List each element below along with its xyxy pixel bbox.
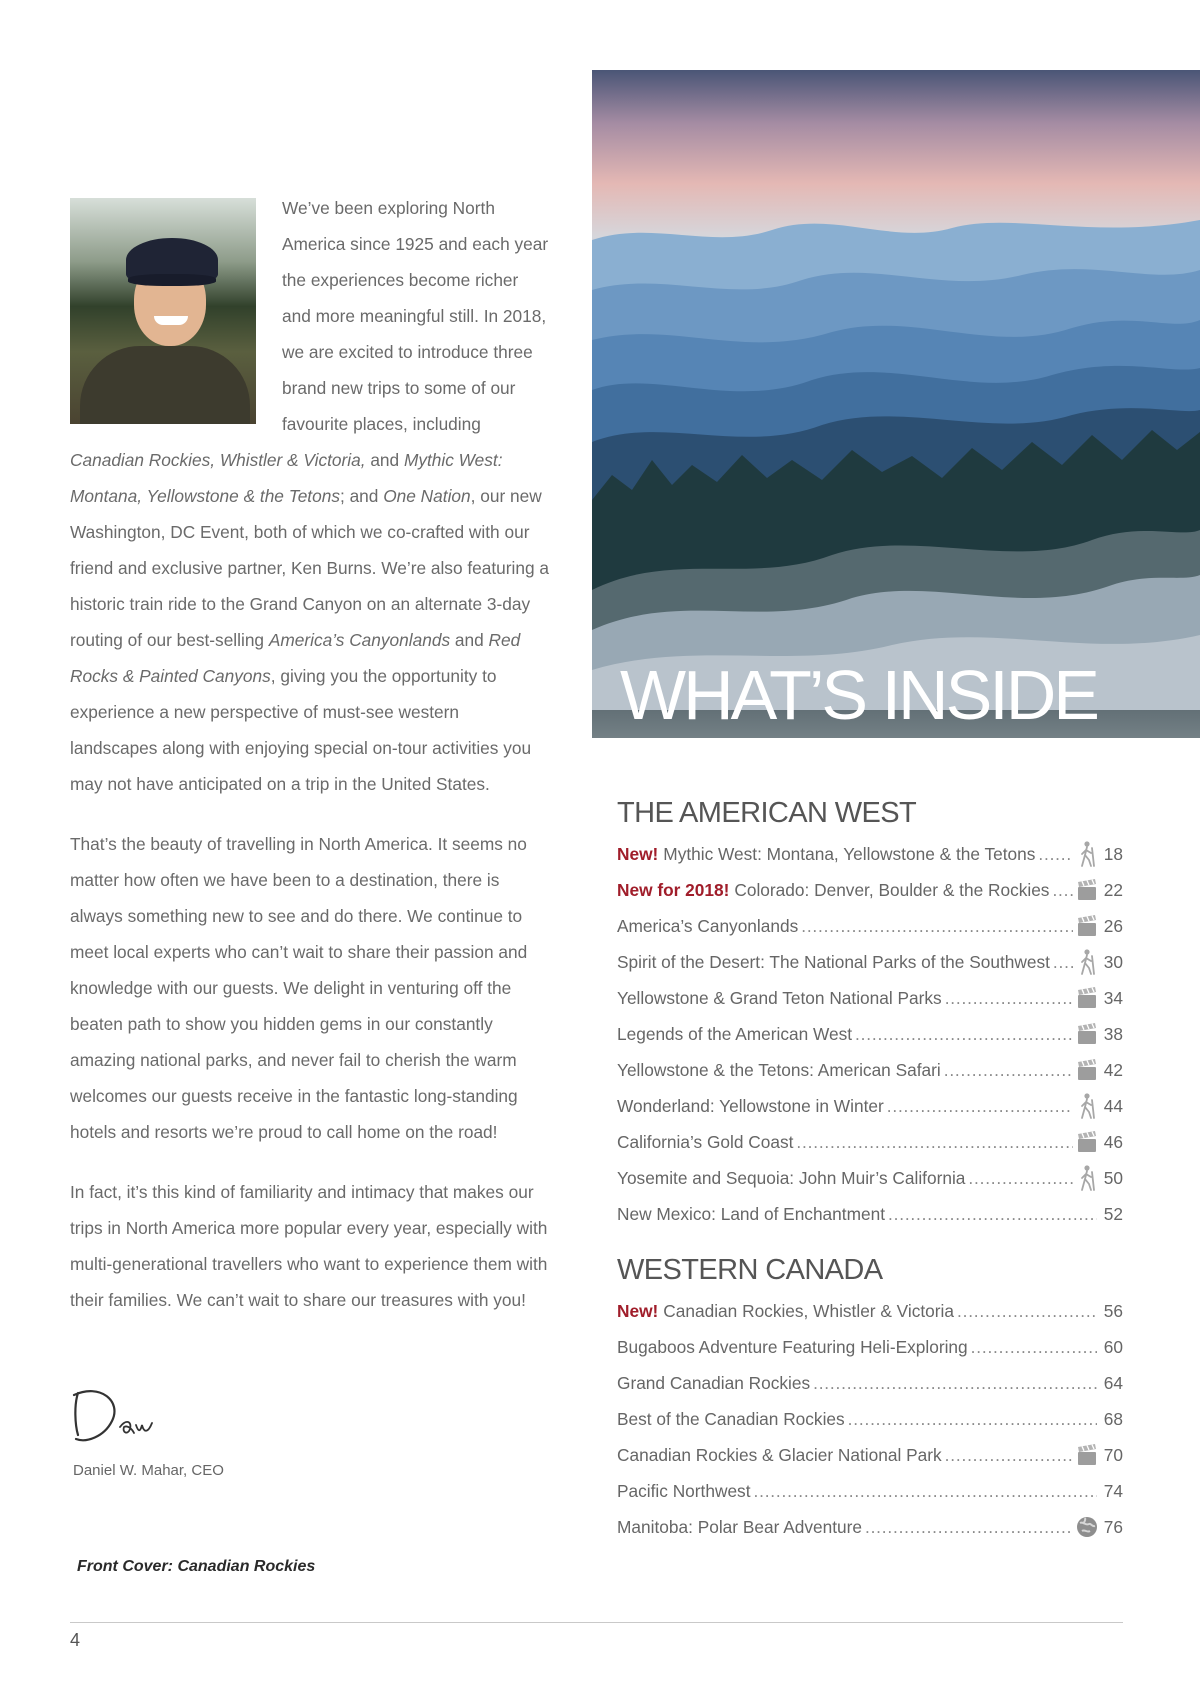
- toc-page-number: 64: [1103, 1372, 1123, 1393]
- trip-title: Legends of the American West: [617, 1023, 853, 1044]
- dot-leader: [813, 1372, 1097, 1394]
- dot-leader: [1052, 879, 1073, 901]
- dot-leader: [944, 1059, 1073, 1081]
- trip-title: Wonderland: Yellowstone in Winter: [617, 1095, 884, 1116]
- front-cover-caption: Front Cover: Canadian Rockies: [77, 1558, 316, 1575]
- letter-paragraph-3: In fact, it’s this kind of familiarity and intimacy that makes our trips in North America more popular every year, especially with multi-generational travellers who want to experience them with their families. We can’t wait to share our treasures with you!: [70, 1182, 548, 1310]
- trip-name-italic: Canadian Rockies, Whistler & Victoria,: [70, 450, 366, 470]
- text-run: ; and: [339, 486, 384, 506]
- toc-entry[interactable]: [617, 908, 1123, 944]
- trip-title: Colorado: Denver, Boulder & the Rockies: [734, 879, 1050, 900]
- toc-page-number: 26: [1103, 915, 1123, 936]
- trip-title: Yellowstone & the Tetons: American Safari: [617, 1059, 941, 1080]
- dot-leader: [1053, 951, 1073, 973]
- dot-leader: [865, 1516, 1073, 1538]
- toc-entry[interactable]: [617, 1016, 1123, 1052]
- toc-entry-title: [617, 1337, 968, 1358]
- text-run: , our new Washington, DC Event, both of which we co-crafted with our friend and exclusive partner, Ken Burns. We’re also featuring a historic train ride to the Grand Canyon on an alternate 3-day routing of our best-selling: [70, 486, 550, 650]
- toc-entry-title: [617, 1132, 793, 1153]
- dot-leader: [945, 1444, 1073, 1466]
- text-run: , giving you the opportunity to experience a new perspective of must-see western landscapes along with enjoying special on-tour activities you may not have anticipated on a trip in the United States.: [70, 666, 532, 794]
- toc-entry-title: [617, 1445, 942, 1466]
- trip-title: Manitoba: Polar Bear Adventure: [617, 1516, 862, 1537]
- dot-leader: [887, 1095, 1073, 1117]
- clapperboard-icon: [1076, 1020, 1098, 1048]
- toc-entry[interactable]: [617, 1124, 1123, 1160]
- trip-title: New Mexico: Land of Enchantment: [617, 1203, 886, 1224]
- page-number: 4: [70, 1630, 81, 1650]
- toc-entry-title: [617, 1060, 941, 1081]
- trip-title: Yosemite and Sequoia: John Muir’s California: [617, 1167, 966, 1188]
- trip-name-italic: Red Rocks & Painted Canyons: [70, 630, 521, 686]
- mountain-landscape: [592, 70, 1200, 738]
- toc-entry-title: [617, 1168, 965, 1189]
- portrait-cap-brim: [128, 274, 216, 286]
- trip-title: Bugaboos Adventure Featuring Heli-Exploring: [617, 1336, 968, 1357]
- dot-leader: [888, 1203, 1097, 1225]
- toc-entry[interactable]: [617, 1473, 1123, 1509]
- toc-page-number: 18: [1103, 843, 1123, 864]
- toc-page-number: 68: [1103, 1408, 1123, 1429]
- toc-entry-title: [617, 1517, 862, 1538]
- toc-entry[interactable]: [617, 872, 1123, 908]
- toc-page-number: 38: [1103, 1023, 1123, 1044]
- hero-image: [592, 70, 1200, 738]
- toc-page-number: 42: [1103, 1059, 1123, 1080]
- portrait-smile: [154, 316, 188, 325]
- toc-page-number: 50: [1103, 1167, 1123, 1188]
- whats-inside-title: WHAT’S INSIDE: [620, 656, 1097, 734]
- toc-entry-title: [617, 1373, 810, 1394]
- dot-leader: [971, 1336, 1097, 1358]
- hiker-icon: [1076, 948, 1098, 976]
- toc-page-number: 70: [1103, 1444, 1123, 1465]
- toc-entry[interactable]: [617, 836, 1123, 872]
- signer-name: Daniel W. Mahar, CEO: [73, 1462, 224, 1479]
- toc-page-number: 52: [1103, 1203, 1123, 1224]
- toc-page-number: 56: [1103, 1300, 1123, 1321]
- toc-entry-title: [617, 1301, 954, 1322]
- trip-name-italic: One Nation: [383, 486, 471, 506]
- hiker-icon: [1076, 840, 1098, 868]
- trip-title: Best of the Canadian Rockies: [617, 1408, 845, 1429]
- dot-leader: [754, 1480, 1098, 1502]
- toc-entry[interactable]: [617, 944, 1123, 980]
- trip-title: Canadian Rockies & Glacier National Park: [617, 1444, 942, 1465]
- toc-entry[interactable]: [617, 1196, 1123, 1232]
- toc-entry-title: [617, 1096, 884, 1117]
- toc-entry-title: [617, 952, 1050, 973]
- toc-page-number: 46: [1103, 1131, 1123, 1152]
- dot-leader: [796, 1131, 1073, 1153]
- toc-entry-title: [617, 844, 1035, 865]
- text-run: We’ve been exploring North America since 1925 and each year the experiences become richer and more meaningful still. In 2018, we are excited to introduce three brand new trips to some of our favourite places, including: [282, 198, 549, 434]
- ceo-portrait: [70, 198, 256, 424]
- clapperboard-icon: [1076, 1056, 1098, 1084]
- toc-entry[interactable]: [617, 1160, 1123, 1196]
- ceo-letter: [70, 190, 550, 1342]
- globe-icon: [1076, 1513, 1098, 1541]
- toc-entry-title: [617, 1409, 845, 1430]
- text-run: and: [450, 630, 489, 650]
- toc-page-number: 22: [1103, 879, 1123, 900]
- dot-leader: [848, 1408, 1097, 1430]
- dot-leader: [968, 1167, 1073, 1189]
- toc-page-number: 74: [1103, 1480, 1123, 1501]
- toc-entry-title: [617, 880, 1049, 901]
- trip-title: Grand Canadian Rockies: [617, 1372, 811, 1393]
- toc-entry-title: [617, 1481, 751, 1502]
- toc-list: [617, 1293, 1123, 1545]
- toc-page-number: 44: [1103, 1095, 1123, 1116]
- toc-american-west: [617, 795, 1123, 1232]
- new-badge: New!: [617, 843, 659, 864]
- hiker-icon: [1076, 1164, 1098, 1192]
- toc-entry[interactable]: [617, 1437, 1123, 1473]
- footer-divider: [70, 1622, 1123, 1623]
- letter-paragraph-1: [70, 190, 550, 802]
- dot-leader: [855, 1023, 1073, 1045]
- toc-entry[interactable]: [617, 1509, 1123, 1545]
- toc-page-number: 60: [1103, 1336, 1123, 1357]
- toc-entry-title: [617, 988, 942, 1009]
- clapperboard-icon: [1076, 1441, 1098, 1469]
- trip-title: Pacific Northwest: [617, 1480, 751, 1501]
- toc-heading-american-west: THE AMERICAN WEST: [617, 797, 917, 829]
- clapperboard-icon: [1076, 984, 1098, 1012]
- toc-entry[interactable]: [617, 980, 1123, 1016]
- toc-entry-title: [617, 1204, 885, 1225]
- toc-entry[interactable]: [617, 1052, 1123, 1088]
- dot-leader: [945, 987, 1073, 1009]
- toc-entry[interactable]: [617, 1365, 1123, 1401]
- toc-list: [617, 836, 1123, 1232]
- toc-western-canada: [617, 1252, 1123, 1545]
- letter-paragraph-2: That’s the beauty of travelling in North America. It seems no matter how often we have been to a destination, there is always something new to see and do there. We continue to meet local experts who can’t wait to share their passion and knowledge with our guests. We delight in venturing off the beaten path to show you hidden gems in our constantly amazing national parks, and never fail to cherish the warm welcomes our guests receive in the fantastic long-standing hotels and resorts we’re proud to call home on the road!: [70, 834, 528, 1142]
- dot-leader: [1038, 843, 1073, 865]
- dot-leader: [957, 1300, 1097, 1322]
- clapperboard-icon: [1076, 1128, 1098, 1156]
- new-badge: New!: [617, 1300, 659, 1321]
- toc-page-number: 34: [1103, 987, 1123, 1008]
- toc-entry-title: [617, 1024, 852, 1045]
- toc-entry[interactable]: [617, 1293, 1123, 1329]
- trip-title: California’s Gold Coast: [617, 1131, 794, 1152]
- portrait-jacket: [80, 346, 250, 424]
- ceo-signature: [70, 1385, 180, 1455]
- new-badge: New for 2018!: [617, 879, 730, 900]
- trip-title: Canadian Rockies, Whistler & Victoria: [663, 1300, 954, 1321]
- toc-entry[interactable]: [617, 1401, 1123, 1437]
- hiker-icon: [1076, 1092, 1098, 1120]
- trip-title: Yellowstone & Grand Teton National Parks: [617, 987, 942, 1008]
- toc-page-number: 76: [1103, 1516, 1123, 1537]
- toc-page-number: 30: [1103, 951, 1123, 972]
- clapperboard-icon: [1076, 876, 1098, 904]
- toc-heading-western-canada: WESTERN CANADA: [617, 1254, 883, 1286]
- trip-name-italic: America’s Canyonlands: [268, 630, 451, 650]
- trip-name-italic: Mythic West: Montana, Yellowstone & the Tetons: [70, 450, 503, 506]
- trip-title: America’s Canyonlands: [617, 915, 799, 936]
- text-run: and: [365, 450, 404, 470]
- toc-entry-title: [617, 916, 798, 937]
- toc-entry[interactable]: [617, 1088, 1123, 1124]
- trip-title: Spirit of the Desert: The National Parks of the Southwest: [617, 951, 1050, 972]
- trip-title: Mythic West: Montana, Yellowstone & the Tetons: [663, 843, 1036, 864]
- dot-leader: [801, 915, 1073, 937]
- clapperboard-icon: [1076, 912, 1098, 940]
- toc-entry[interactable]: [617, 1329, 1123, 1365]
